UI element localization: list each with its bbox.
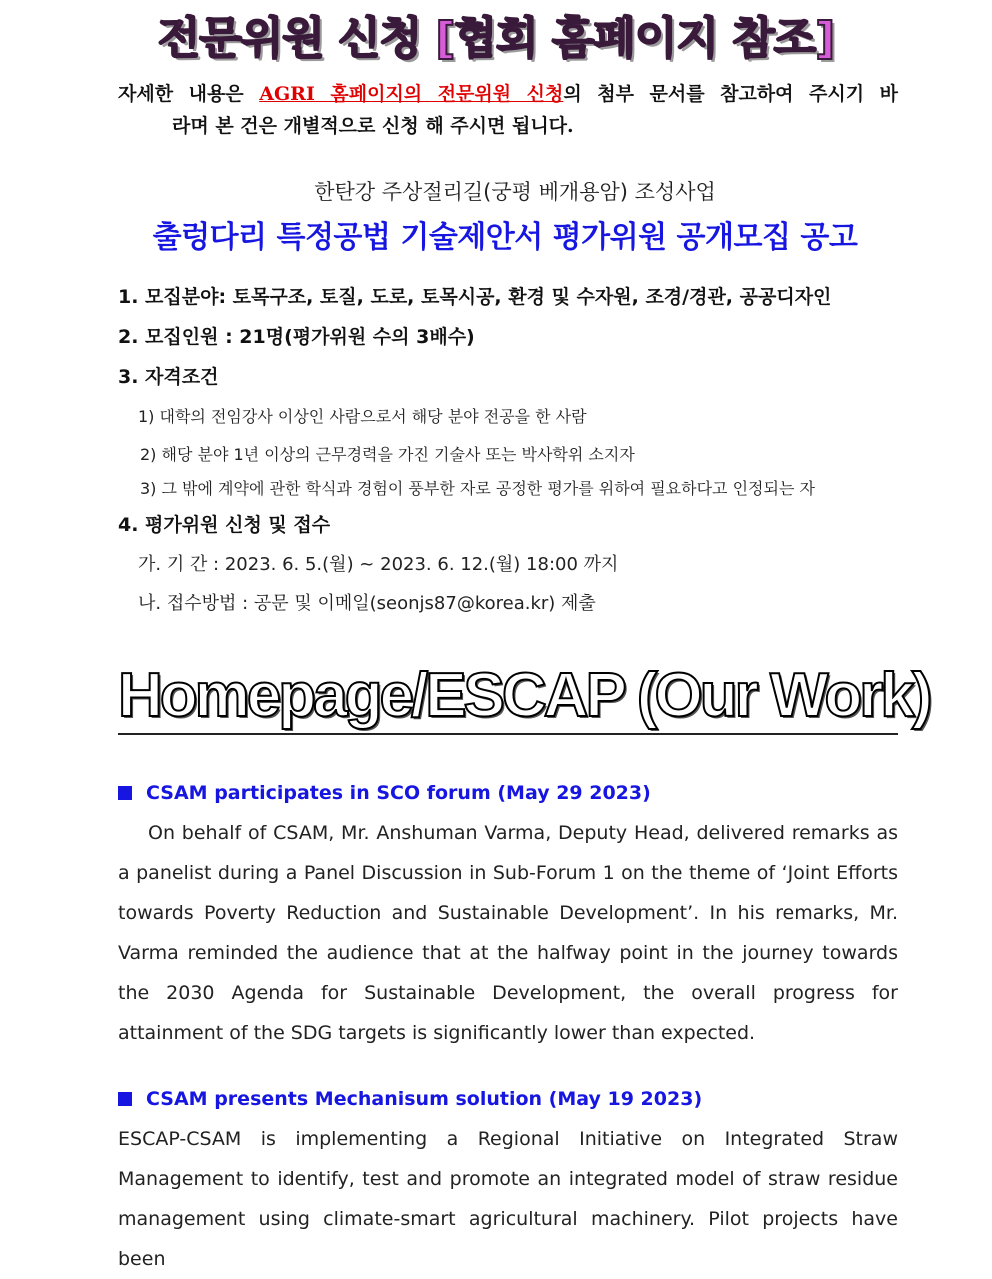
intro-before: 자세한 내용은: [118, 83, 260, 105]
qualification-2: 2) 해당 분야 1년 이상의 근무경력을 가진 기술사 또는 박사학위 소지자: [140, 445, 635, 464]
notice-item-field: 1. 모집분야: 토목구조, 토질, 도로, 토목시공, 환경 및 수자원, 조경/경관, 공공디자인: [118, 286, 832, 308]
banner-title: 전문위원 신청 [협회 홈페이지 참조]: [157, 13, 835, 64]
section-title: Homepage/ESCAP (Our Work): [118, 661, 930, 730]
qualification-3: 3) 그 밖에 계약에 관한 학식과 경험이 풍부한 자로 공정한 평가를 위하여 필요하다고 인정되는 자: [140, 479, 815, 498]
news-heading-text: CSAM presents Mechanisum solution (May 19 2023): [146, 1088, 703, 1110]
intro-text: [118, 78, 898, 110]
notice-title: 출렁다리 특정공법 기술제안서 평가위원 공개모집 공고: [152, 220, 858, 255]
application-period: 가. 기 간 : 2023. 6. 5.(월) ~ 2023. 6. 12.(월) 18:00 까지: [138, 554, 619, 575]
agri-homepage-link[interactable]: AGRI 홈페이지의 전문위원 신청: [259, 83, 564, 105]
news-heading-sco-forum[interactable]: [118, 782, 651, 804]
news-body-text: On behalf of CSAM, Mr. Anshuman Varma, Deputy Head, delivered remarks as a panelist during a Panel Discussion in Sub-Forum 1 on the theme of ‘Joint Efforts towards Poverty Reduction and Sustainable Development’. In his remarks, Mr. Varma reminded the audience that at the halfway point in the journey towards the 2030 Agenda for Sustainable Development, the overall progress for attainment of the SDG targets is significantly lower than expected.: [118, 822, 898, 1044]
notice-subtitle: 한탄강 주상절리길(궁평 베개용암) 조성사업: [314, 180, 716, 204]
notice-item-application: 4. 평가위원 신청 및 접수: [118, 514, 331, 536]
application-method: 나. 접수방법 : 공문 및 이메일(seonjs87@korea.kr) 제출: [138, 593, 596, 614]
intro-text-line2: 라며 본 건은 개별적으로 신청 해 주시면 됩니다.: [172, 115, 574, 137]
section-divider: [118, 733, 898, 735]
intro-after: 의 첨부 문서를 참고하여 주시기 바: [563, 83, 898, 105]
notice-item-qualification: 3. 자격조건: [118, 366, 219, 388]
qualification-1: 1) 대학의 전임강사 이상인 사람으로서 해당 분야 전공을 한 사람: [138, 407, 587, 426]
news-body-mechanisum: ESCAP-CSAM is implementing a Regional Initiative on Integrated Straw Management to identify, test and promote an integrated model of straw residue management using climate-smart agricultural machinery. Pilot projects have been: [118, 1128, 898, 1270]
square-bullet-icon: [118, 786, 132, 800]
news-heading-text: CSAM participates in SCO forum (May 29 2023): [146, 782, 651, 804]
square-bullet-icon: [118, 1092, 132, 1106]
notice-item-count: 2. 모집인원 : 21명(평가위원 수의 3배수): [118, 326, 475, 348]
news-heading-mechanisum[interactable]: [118, 1088, 702, 1110]
news-body-sco-forum: [118, 813, 898, 1053]
